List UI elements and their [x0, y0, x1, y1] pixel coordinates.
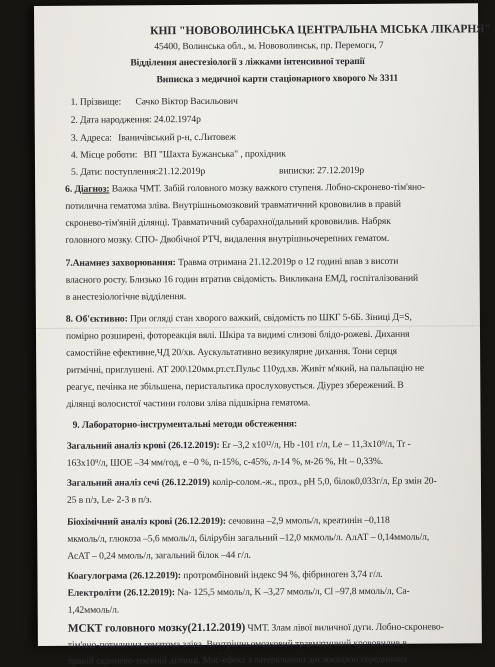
admission-label: 5. Дати: поступлення: [70, 166, 159, 178]
dob-value: 24.02.1974р [153, 113, 201, 126]
objective-line: ділянці волосистої частини голови зліва підшкірна гематома. [66, 397, 311, 410]
coag-label: Коагулограма (26.12.2019): [67, 570, 182, 582]
dates-row [71, 166, 205, 178]
ct-line: правій скронево-тім'яній ділянці. Мас-ефект з латеральною дислокацією серединних [67, 653, 408, 667]
biochem-text: сечовина –2,9 ммоль/л, креатинін –0,118 [228, 514, 390, 527]
anamnesis-line: власного росту. Близько 16 годин втратив свідомість. Викликана ЕМД, госпіталізований [65, 272, 419, 286]
anamnesis-line: в анестезіологічне відділення. [65, 291, 187, 303]
surname-value: Сачко Віктор Васильович [135, 95, 238, 108]
objective-line: помірно розширені, фотореакція вялі. Шкіра та видимі слизові блідо-рожеві. Дихання [65, 328, 410, 342]
dob-label: 2. Дата народження: [70, 114, 152, 126]
address-label: 3. Адреса: [70, 132, 112, 144]
biochem-line: мкмоль/л, глюкоза –5,6 ммоль/л, білірубін загальний –12,0 мкмоль/л. АлАТ – 0,14ммоль/л, [67, 531, 430, 545]
work-label: 4. Місце роботи: [70, 149, 138, 161]
department-name: Відділення анестезіології з ліжками інтенсивної терапії [130, 55, 365, 69]
urine-text: колір-солом.-ж., проз., рН 5,0, білок0,033г/л, Ер змін 20- [209, 475, 437, 488]
biochem-line: АсАТ – 0,24 ммоль/л, загальний білок –44 г/л. [67, 549, 251, 562]
diagnosis-line: скронево-тім'яній ділянці. Травматичний субарахноїдальний крововилив. Набряк [65, 215, 391, 229]
diagnosis-number: 6. [65, 183, 73, 195]
objective-line: самостійне ефективне,ЧД 20/хв. Аускультативно везикулярне дихання. Тони серця [66, 345, 398, 359]
blood-line: 163х10⁹/л, ШОЕ –34 мм/год, е –0 %, п-15%, с-45%, л-14 %, м-26 %, Ht – 0,33%. [66, 455, 384, 469]
discharge-row [279, 165, 364, 177]
anamnesis-line-1 [66, 256, 399, 269]
hospital-name: КНП "НОВОВОЛИНСЬКА ЦЕНТРАЛЬНА МІСЬКА ЛІКАРНЯ" [150, 22, 491, 38]
electro-label: Електроліти (26.12.2019): [67, 587, 175, 599]
electro-text: Na- 125,5 ммоль/л, K –3,27 ммоль/л, Cl –97,8 ммоль/л, Ca- [177, 585, 410, 599]
coag-line [67, 569, 382, 582]
work-value: ВП "Шахта Бужанська" , прохідник [143, 148, 286, 161]
urine-label: Загальний аналіз сечі (26.12.2019) [66, 476, 211, 489]
document-title: Виписка з медичної карти стаціонарного хворого № 3311 [156, 72, 399, 86]
diagnosis-text: Важка ЧМТ. Забій головного мозку важкого ступеня. Лобно-скронево-тім'яно- [111, 181, 425, 195]
diagnosis-line-1 [65, 182, 425, 195]
ct-text: ЧМТ. Злам лівої виличної дуги. Лобно-скронево- [245, 621, 444, 634]
lab-heading: 9. Лабораторно-інструментальні методи обстеження: [72, 418, 298, 431]
paper-fold [36, 325, 480, 329]
hospital-address: 45400, Волинська обл., м. Нововолинськ, пр. Перемоги, 7 [154, 39, 384, 53]
patient-name-row [71, 96, 238, 108]
biochem-label: Біохімічний аналіз крові (26.12.2019): [67, 515, 226, 528]
electro-line: 1,42ммоль/л. [67, 604, 120, 616]
discharge-date: 27.12.2019р [317, 164, 365, 177]
diagnosis-line: головного мозку. СПО- Двобічної РТЧ, видалення внутрішньочерепних гематом. [65, 232, 390, 246]
objective-label: 8. Об'єктивно: [65, 313, 128, 325]
work-row [71, 148, 286, 160]
document-sheet [34, 3, 491, 667]
ct-label: МСКТ головного мозку(21.12.2019) [67, 621, 246, 635]
urine-line-1 [67, 476, 437, 489]
diagnosis-label: Діагноз: [74, 183, 110, 195]
electro-line-1 [68, 586, 410, 599]
objective-line-1 [66, 312, 412, 325]
address-row [71, 132, 236, 144]
coag-text: протромбіновий індекс 94 %, фібриноген 3,74 г/л. [183, 568, 383, 582]
blood-text: Er –3,2 х10¹²/л, Hb -101 г/л, Le – 11,3х10⁹/л, Tr - [221, 438, 411, 451]
blood-label: Загальний аналіз крові (26.12.2019): [66, 439, 220, 452]
anamnesis-label: 7.Анамнез захворювання: [65, 257, 176, 269]
blood-line-1 [67, 439, 411, 452]
objective-line: ритмічні, приглушені. АТ 200\120мм.рт.ст.Пульс 110уд.хв. Живіт м'який, на пальпацію не [66, 362, 425, 376]
address-value: Іваничівський р-н, с.Литовеж [118, 131, 236, 144]
biochem-line-1 [67, 515, 390, 528]
diagnosis-line: потилична гематома зліва. Внутрішньомозковий травматичний крововилив в правій [65, 198, 401, 212]
objective-line: реагує, печінка не збільшена, перистальтика прослуховується. Діурез збережений. В [66, 379, 404, 393]
admission-date: 21.12.2019р [158, 165, 206, 178]
discharge-label: виписки: [278, 165, 315, 177]
surname-label: 1. Прізвище: [70, 96, 122, 108]
anamnesis-text: Травма отримана 21.12.2019р о 12 годині впав з висоти [178, 255, 399, 269]
dob-row [71, 114, 201, 126]
ct-line-1 [68, 622, 444, 635]
urine-line: 25 в п/з, Le- 2-3 в п/з. [66, 494, 152, 506]
ct-line: тім'яно-потилична гематома зліва. Внутрішньомозковий травматичний крововилив в [67, 637, 407, 651]
objective-text: При огляді стан хворого важкий, свідомість по ШКГ 5-6Б. Зіниці Д=S, [129, 311, 412, 325]
